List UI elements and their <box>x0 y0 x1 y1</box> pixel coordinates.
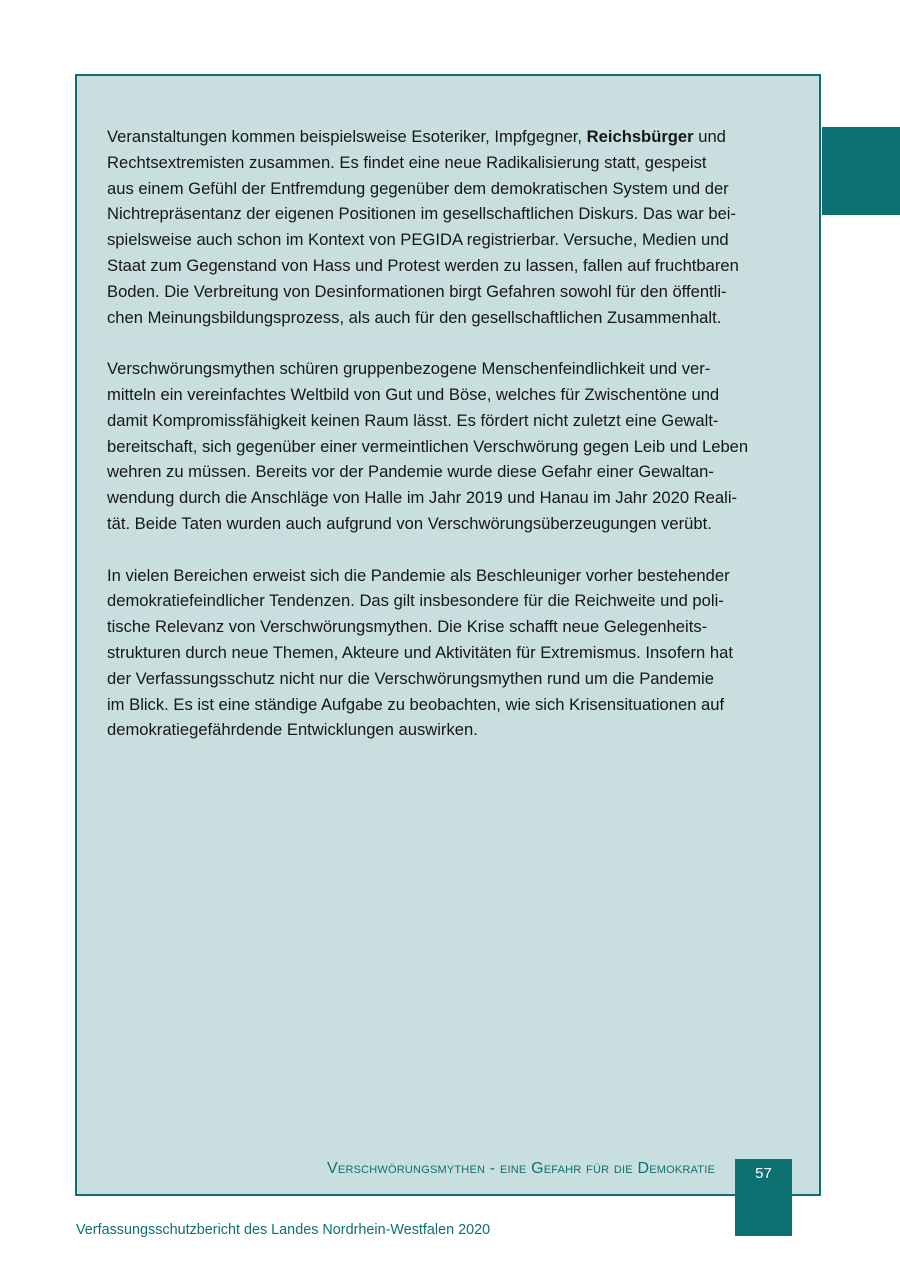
text-line <box>107 692 797 718</box>
paragraph <box>107 124 797 330</box>
page-number-box <box>735 1159 792 1236</box>
text-segment: wendung durch die Anschläge von Halle im Jahr 2019 und Hanau im Jahr 2020 Reali- <box>107 488 738 508</box>
text-line <box>107 382 797 408</box>
text-segment: Verschwörungsmythen schüren gruppenbezogene Menschenfeindlichkeit und ver- <box>107 359 711 379</box>
text-segment: Boden. Die Verbreitung von Desinformationen birgt Gefahren sowohl für den öffentli- <box>107 281 727 301</box>
text-line <box>107 356 797 382</box>
text-segment: Veranstaltungen kommen beispielsweise Esoteriker, Impfgegner, <box>107 127 587 146</box>
text-segment: der Verfassungsschutz nicht nur die Verschwörungsmythen rund um die Pandemie <box>107 668 714 688</box>
text-segment: Rechtsextremisten zusammen. Es findet eine neue Radikalisierung statt, gespeist <box>107 152 707 172</box>
text-line <box>107 279 797 305</box>
text-line <box>107 511 797 537</box>
text-segment: demokratiegefährdende Entwicklungen auswirken. <box>107 720 478 740</box>
text-line <box>107 227 797 253</box>
text-line <box>107 563 797 589</box>
text-line <box>107 666 797 692</box>
text-line <box>107 640 797 666</box>
text-segment: und <box>693 127 726 146</box>
text-line <box>107 305 797 331</box>
text-segment: chen Meinungsbildungsprozess, als auch für den gesellschaftlichen Zusammenhalt. <box>107 307 722 327</box>
text-segment: strukturen durch neue Themen, Akteure und Aktivitäten für Extremismus. Insofern hat <box>107 642 733 662</box>
page-number: 57 <box>755 1165 772 1182</box>
text-segment: aus einem Gefühl der Entfremdung gegenüber dem demokratischen System und der <box>107 178 729 198</box>
paragraph <box>107 563 797 744</box>
footer-publication-title: Verfassungsschutzbericht des Landes Nordrhein-Westfalen 2020 <box>76 1222 491 1238</box>
text-segment: damit Kompromissfähigkeit keinen Raum lässt. Es fördert nicht zuletzt eine Gewalt- <box>107 410 719 430</box>
bold-term: Reichsbürger <box>586 127 694 146</box>
text-segment: wehren zu müssen. Bereits vor der Pandemie wurde diese Gefahr einer Gewaltan- <box>107 462 714 482</box>
text-segment: tät. Beide Taten wurden auch aufgrund von Verschwörungsüberzeugungen verübt. <box>107 513 712 533</box>
text-segment: Staat zum Gegenstand von Hass und Protest werden zu lassen, fallen auf fruchtbaren <box>107 255 739 275</box>
text-line <box>107 124 797 150</box>
body-text <box>107 124 797 769</box>
paragraph <box>107 356 797 537</box>
text-line <box>107 485 797 511</box>
text-segment: tische Relevanz von Verschwörungsmythen. Die Krise schafft neue Gelegenheits- <box>107 617 708 637</box>
text-line <box>107 459 797 485</box>
text-segment: demokratiefeindlicher Tendenzen. Das gilt insbesondere für die Reichweite und poli- <box>107 591 724 611</box>
chapter-title: Verschwörungsmythen - eine Gefahr für die Demokratie <box>327 1160 715 1177</box>
text-segment: spielsweise auch schon im Kontext von PEGIDA registrierbar. Versuche, Medien und <box>107 230 729 250</box>
text-line <box>107 614 797 640</box>
text-line <box>107 434 797 460</box>
text-line <box>107 588 797 614</box>
text-segment: In vielen Bereichen erweist sich die Pandemie als Beschleuniger vorher bestehender <box>107 565 730 585</box>
text-line <box>107 717 797 743</box>
text-line <box>107 408 797 434</box>
text-segment: bereitschaft, sich gegenüber einer vermeintlichen Verschwörung gegen Leib und Leben <box>107 436 749 456</box>
text-segment: Nichtrepräsentanz der eigenen Positionen im gesellschaftlichen Diskurs. Das war bei- <box>107 204 737 224</box>
text-line <box>107 253 797 279</box>
text-line <box>107 201 797 227</box>
text-segment: im Blick. Es ist eine ständige Aufgabe zu beobachten, wie sich Krisensituationen auf <box>107 694 725 714</box>
chapter-side-tab <box>822 127 900 215</box>
text-line <box>107 176 797 202</box>
text-segment: mitteln ein vereinfachtes Weltbild von Gut und Böse, welches für Zwischentöne und <box>107 384 720 404</box>
text-line <box>107 150 797 176</box>
